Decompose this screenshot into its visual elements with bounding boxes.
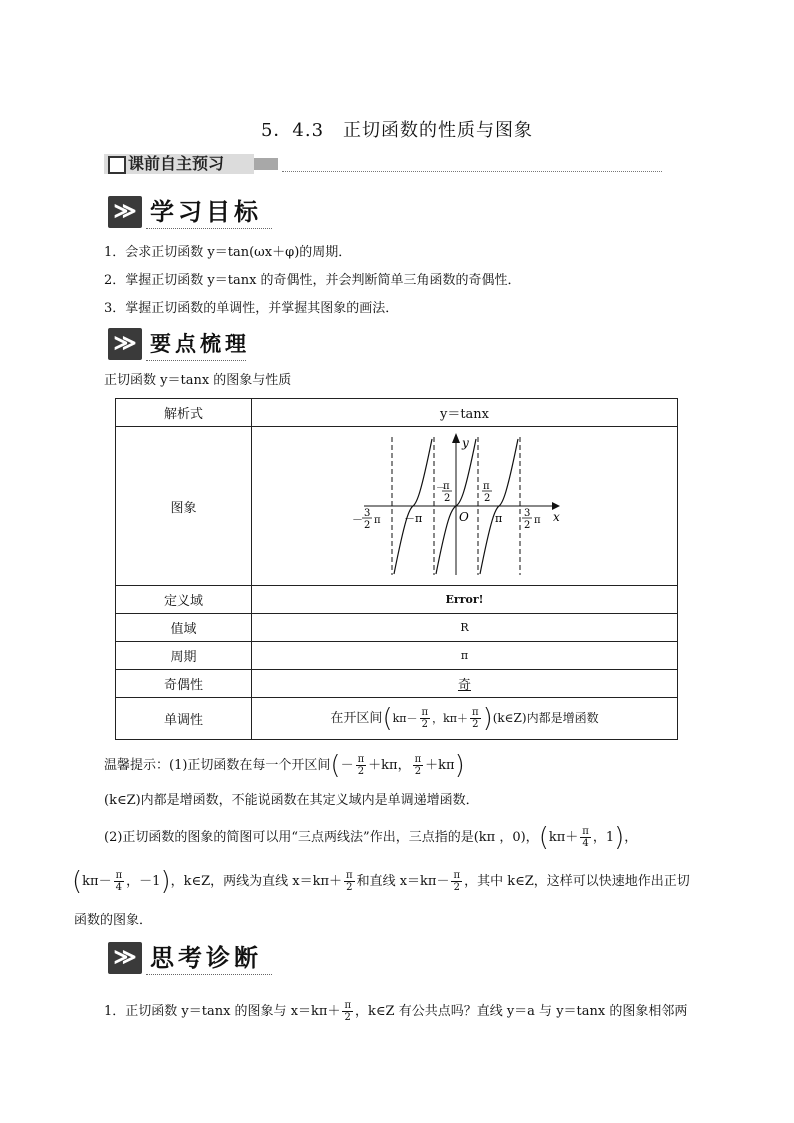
y-axis-arrow	[452, 433, 460, 443]
objective-3: 3．掌握正切函数的单调性，并掌握其图象的画法．	[104, 301, 399, 316]
pi-label: π	[494, 512, 502, 525]
tip-text: 温馨提示：(1)正切函数在每一个开区间	[104, 758, 331, 773]
table-row	[116, 427, 678, 586]
table-row	[116, 614, 678, 642]
monotonic-cell	[252, 698, 678, 740]
checkbox-icon	[108, 156, 126, 174]
frac-den: 2	[453, 882, 460, 893]
neg-sign: －	[351, 513, 363, 526]
frac-den: 4	[582, 838, 589, 849]
row-value: 奇	[252, 670, 678, 698]
neg-three-half-den: 2	[363, 520, 370, 531]
table-row	[116, 642, 678, 670]
frac-den: 2	[344, 1012, 351, 1023]
tip-text: ，	[624, 830, 638, 845]
mono-a: kπ－	[392, 712, 418, 725]
chevron-right-icon: ≫	[108, 328, 142, 360]
tip-line-5: 函数的图象．	[74, 913, 153, 928]
table-intro: 正切函数 y＝tanx 的图象与性质	[104, 373, 292, 388]
section-diagnosis-title: 思考诊断	[150, 943, 262, 972]
row-label: 周期	[116, 642, 252, 670]
tip-text: (2)正切函数的图象的简图可以用“三点两线法”作出，三点指的是(kπ ，0)，	[104, 830, 539, 845]
frac-den: 2	[414, 766, 422, 777]
neg-sign: －	[435, 484, 445, 494]
fraction	[451, 870, 462, 893]
question-text: ，k∈Z 有公共点吗？直线 y＝a 与 y＝tanx 的图象相邻两	[355, 1004, 688, 1019]
tip-text: －	[340, 758, 354, 773]
section-underline	[146, 228, 272, 229]
x-axis-arrow	[552, 502, 560, 510]
paren-open: (	[330, 750, 341, 781]
section-objectives-title: 学习目标	[150, 197, 262, 226]
chevron-right-icon: ≫	[108, 942, 142, 974]
table-row	[116, 670, 678, 698]
x-label: x	[552, 510, 560, 524]
mono-b: ，kπ＋	[432, 712, 468, 725]
fraction	[413, 754, 424, 777]
frac-num: π	[471, 707, 479, 718]
paren-close: )	[160, 866, 171, 897]
row-label: 值域	[116, 614, 252, 642]
tangent-graph	[350, 429, 580, 579]
question-text: 1．正切函数 y＝tanx 的图象与 x＝kπ＋	[104, 1004, 341, 1019]
frac-num: π	[115, 870, 123, 881]
frac-den: 4	[115, 882, 123, 893]
objective-1: 1．会求正切函数 y＝tan(ωx＋φ)的周期．	[104, 245, 352, 260]
preview-banner	[104, 154, 664, 174]
paren-close: )	[614, 822, 625, 853]
paren-close: )	[454, 750, 465, 781]
tip-text: ＋kπ，	[368, 758, 411, 773]
page-title: 5．4.3 正切函数的性质与图象	[260, 120, 534, 141]
tip-text: ，其中 k∈Z，这样可以快速地作出正切	[464, 874, 690, 889]
neg-half-pi-den: 2	[443, 493, 450, 504]
frac-num: π	[582, 826, 589, 837]
row-label: 单调性	[116, 698, 252, 740]
graph-cell	[252, 427, 678, 586]
three-half-den: 2	[523, 520, 530, 531]
frac-num: π	[344, 1000, 352, 1011]
tip-text: ，－1	[126, 874, 161, 889]
paren-close: )	[482, 703, 493, 734]
frac-num: π	[357, 754, 365, 765]
row-label: 图象	[116, 427, 252, 586]
row-label: 解析式	[116, 399, 252, 427]
tip-text: 和直线 x＝kπ－	[356, 874, 450, 889]
fraction	[356, 754, 367, 777]
origin-label: O	[458, 510, 469, 524]
frac-num: π	[453, 870, 461, 881]
mono-suffix: (k∈Z)内都是增函数	[492, 711, 599, 725]
row-label: 奇偶性	[116, 670, 252, 698]
question-1	[104, 1000, 687, 1023]
tip-text: kπ＋	[548, 830, 579, 845]
banner-divider	[282, 171, 662, 172]
frac-num: π	[421, 707, 429, 718]
fraction	[420, 707, 431, 730]
tip-text: ，1	[592, 830, 615, 845]
fraction	[470, 707, 481, 730]
table-row	[116, 399, 678, 427]
frac-num: π	[414, 754, 422, 765]
frac-den: 2	[346, 882, 353, 893]
tip-line-1	[104, 750, 465, 781]
row-value: π	[252, 642, 678, 670]
neg-three-half-pi: π	[373, 515, 381, 526]
table-row	[116, 586, 678, 614]
tip-line-3	[104, 822, 638, 853]
section-underline	[146, 974, 272, 975]
row-value: R	[252, 614, 678, 642]
row-value: Error!	[252, 586, 678, 614]
row-value: y＝tanx	[252, 399, 678, 427]
tangent-properties-table	[115, 398, 678, 740]
table-row	[116, 698, 678, 740]
fraction	[342, 1000, 353, 1023]
tip-text: ＋kπ	[425, 758, 455, 773]
fraction	[344, 870, 355, 893]
y-label: y	[461, 436, 469, 450]
section-key-points-title: 要点梳理	[150, 331, 250, 356]
objective-2: 2．掌握正切函数 y＝tanx 的奇偶性，并会判断简单三角函数的奇偶性．	[104, 273, 521, 288]
frac-den: 2	[472, 719, 479, 730]
frac-den: 2	[421, 719, 428, 730]
section-underline	[146, 360, 246, 361]
fraction	[114, 870, 125, 893]
mono-prefix: 在开区间	[330, 711, 383, 726]
paren-open: (	[538, 822, 549, 853]
banner-bar	[254, 158, 278, 170]
paren-open: (	[382, 703, 393, 734]
tip-text: kπ－	[82, 874, 112, 889]
three-half-pi: π	[533, 515, 541, 526]
paren-open: (	[72, 866, 83, 897]
chevron-right-icon: ≫	[108, 196, 142, 228]
tip-text: ，k∈Z，两线为直线 x＝kπ＋	[170, 874, 343, 889]
fraction	[580, 826, 591, 849]
neg-half-pi-num: π	[442, 481, 450, 492]
half-pi-num: π	[482, 481, 490, 492]
neg-three-half-num: 3	[363, 508, 370, 519]
frac-num: π	[346, 870, 353, 881]
neg-pi-label: －π	[403, 512, 422, 525]
frac-den: 2	[357, 766, 365, 777]
preview-banner-label: 课前自主预习	[128, 154, 225, 173]
tip-line-2: (k∈Z)内都是增函数，不能说函数在其定义域内是单调递增函数．	[104, 793, 479, 808]
row-label: 定义域	[116, 586, 252, 614]
half-pi-den: 2	[483, 493, 490, 504]
three-half-num: 3	[523, 508, 530, 519]
tip-line-4	[72, 866, 690, 897]
